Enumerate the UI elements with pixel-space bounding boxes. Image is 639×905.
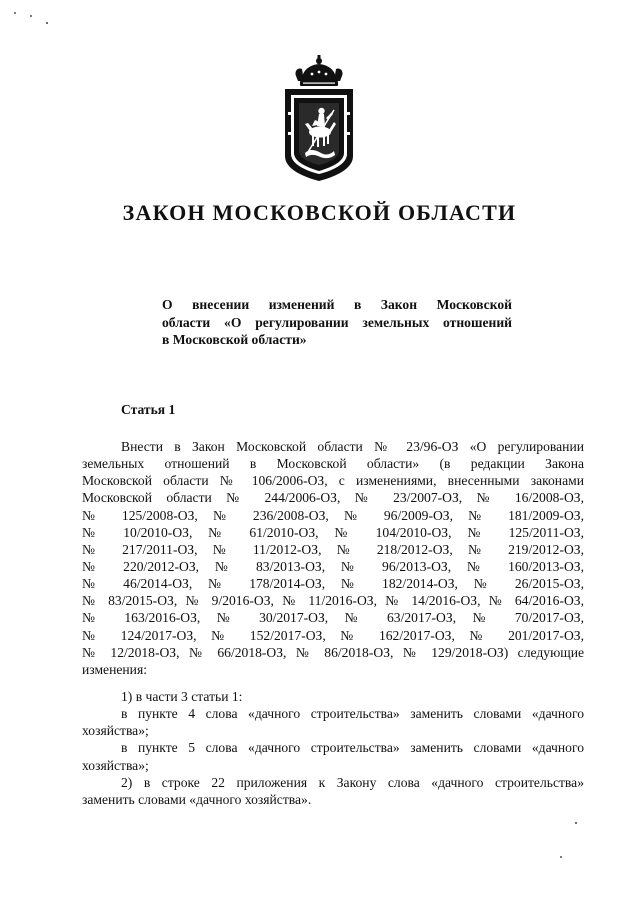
body-line: Внести в Закон Московской области № 23/96-ОЗ «О регулировании [121, 439, 584, 454]
body-line: № 10/2010-ОЗ, № 61/2010-ОЗ, № 104/2010-ОЗ, № 125/2011-ОЗ, [82, 524, 584, 540]
article-heading: Статья 1 [121, 402, 176, 417]
subject-line: О внесении изменений в Закон Московской [162, 297, 512, 312]
amendment-line: в пункте 4 слова «дачного строительства» заменить словами «дачного [121, 706, 584, 722]
body-line: № 124/2017-ОЗ, № 152/2017-ОЗ, № 162/2017-ОЗ, № 201/2017-ОЗ, [82, 627, 584, 643]
scan-speck [560, 856, 562, 858]
amendment-line: заменить словами «дачного хозяйства». [82, 791, 312, 807]
amendment-line: хозяйства»; [82, 757, 149, 773]
body-line: Московской области № 106/2006-ОЗ, с изменениями, внесенными законами [82, 473, 584, 489]
subject-line: в Московской области» [162, 332, 307, 347]
article-body [82, 438, 584, 808]
document-title: ЗАКОН МОСКОВСКОЙ ОБЛАСТИ [122, 200, 517, 225]
body-line: № 163/2016-ОЗ, № 30/2017-ОЗ, № 63/2017-ОЗ, № 70/2017-ОЗ, [82, 610, 584, 626]
scan-speck [46, 22, 48, 24]
scan-speck [14, 12, 16, 14]
body-line: № 12/2018-ОЗ, № 66/2018-ОЗ, № 86/2018-ОЗ, № 129/2018-ОЗ) следующие [82, 644, 584, 660]
body-line: № 83/2015-ОЗ, № 9/2016-ОЗ, № 11/2016-ОЗ, № 14/2016-ОЗ, № 64/2016-ОЗ, [82, 593, 584, 609]
body-line: № 125/2008-ОЗ, № 236/2008-ОЗ, № 96/2009-ОЗ, № 181/2009-ОЗ, [82, 507, 584, 523]
subject-line: области «О регулировании земельных отношений [162, 314, 512, 330]
body-line: № 220/2012-ОЗ, № 83/2013-ОЗ, № 96/2013-ОЗ, № 160/2013-ОЗ, [82, 558, 584, 574]
body-line: Московской области № 244/2006-ОЗ, № 23/2007-ОЗ, № 16/2008-ОЗ, [82, 490, 584, 506]
paragraph-gap [82, 678, 584, 688]
amendment-line: 2) в строке 22 приложения к Закону слова «дачного строительства» [121, 774, 584, 790]
body-line: изменения: [82, 661, 147, 677]
scan-speck [575, 822, 577, 824]
body-line: земельных отношений в Московской области» (в редакции Закона [82, 456, 584, 472]
moscow-oblast-coat-of-arms-icon [272, 52, 366, 184]
amendment-line: в пункте 5 слова «дачного строительства» заменить словами «дачного [121, 740, 584, 756]
law-subject [162, 296, 512, 349]
amendment-line: хозяйства»; [82, 723, 149, 739]
scan-speck [30, 15, 32, 17]
body-line: № 217/2011-ОЗ, № 11/2012-ОЗ, № 218/2012-ОЗ, № 219/2012-ОЗ, [82, 541, 584, 557]
amendment-line: 1) в части 3 статьи 1: [121, 688, 243, 704]
body-line: № 46/2014-ОЗ, № 178/2014-ОЗ, № 182/2014-ОЗ, № 26/2015-ОЗ, [82, 576, 584, 592]
